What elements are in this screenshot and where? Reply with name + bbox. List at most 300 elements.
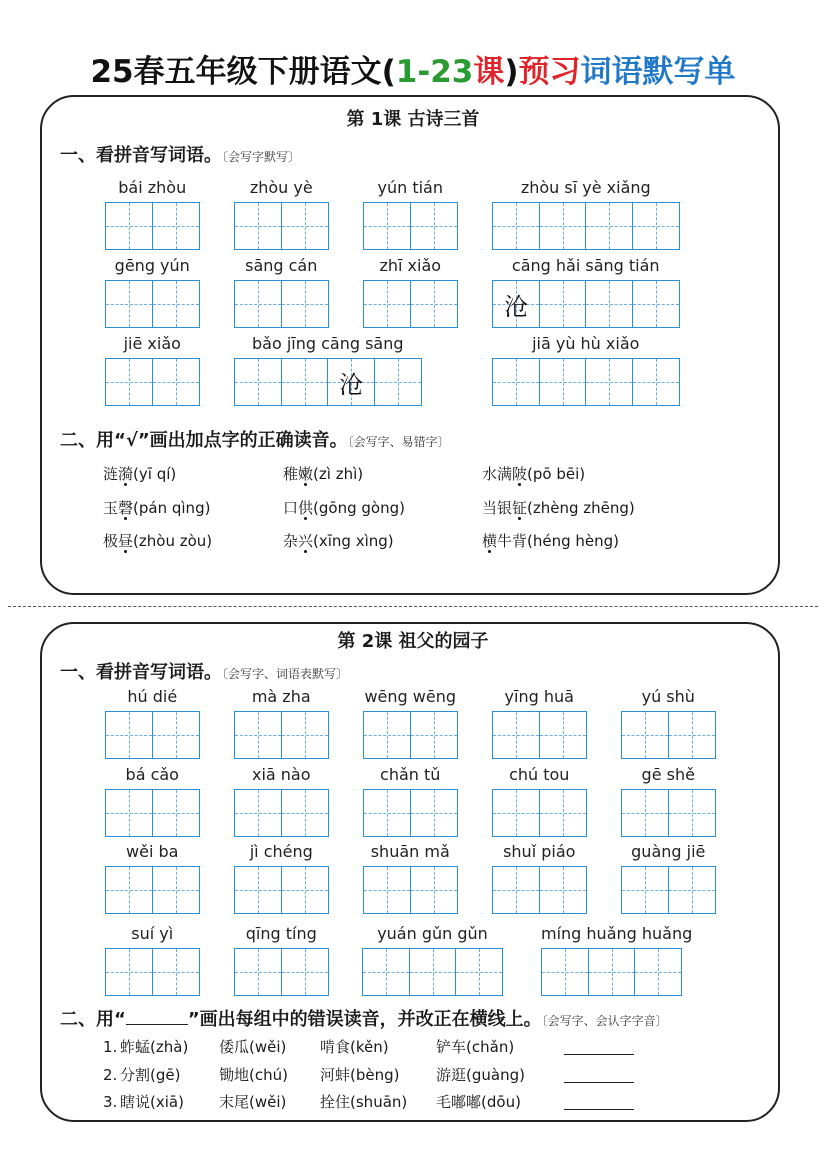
- correction-number: 1.: [103, 1038, 118, 1056]
- tianzige-cell[interactable]: [234, 866, 282, 914]
- reading-prefix: 玉: [103, 499, 119, 517]
- tianzige-cell[interactable]: [281, 202, 329, 250]
- tianzige-cell[interactable]: [152, 280, 200, 328]
- cell-char: [106, 281, 152, 327]
- tianzige-cell[interactable]: [363, 866, 411, 914]
- correction-word: 游逛: [436, 1066, 467, 1084]
- tianzige-cell[interactable]: [327, 358, 375, 406]
- answer-blank-line[interactable]: [564, 1054, 634, 1055]
- cell-char: [669, 712, 715, 758]
- tianzige-cell[interactable]: [105, 711, 153, 759]
- pinyin-label: yīng huā: [504, 687, 574, 706]
- tianzige-cell[interactable]: [234, 789, 282, 837]
- cell-char: [282, 712, 328, 758]
- cell-char: [153, 203, 199, 249]
- cell-char: [235, 203, 281, 249]
- tianzige-cell[interactable]: [105, 358, 153, 406]
- tianzige-cell[interactable]: [621, 866, 669, 914]
- tianzige-cell[interactable]: [152, 866, 200, 914]
- cell-char: [153, 359, 199, 405]
- cell-char: [411, 203, 457, 249]
- pinyin-label: míng huǎng huǎng: [541, 924, 693, 943]
- tianzige-cell[interactable]: [621, 789, 669, 837]
- tianzige-cell[interactable]: [492, 789, 540, 837]
- cell-char: [364, 712, 410, 758]
- tianzige-cell[interactable]: [585, 358, 633, 406]
- cell-char: [106, 203, 152, 249]
- lesson2-section1-title: [60, 660, 348, 687]
- reading-options[interactable]: (zhòu zòu): [133, 532, 213, 550]
- cell-char: [235, 790, 281, 836]
- word-entry: [492, 178, 680, 250]
- cell-char: [363, 949, 409, 995]
- correction-pinyin: (chú): [249, 1066, 288, 1084]
- pinyin-label: xiā nào: [251, 765, 311, 784]
- cell-char: [633, 203, 679, 249]
- tianzige-cell[interactable]: [410, 202, 458, 250]
- cell-char: 沧: [339, 370, 363, 399]
- tianzige-cell[interactable]: [585, 202, 633, 250]
- lesson1-section2-title: [60, 428, 450, 455]
- cell-char: 沧: [504, 292, 528, 321]
- correction-item[interactable]: [436, 1036, 514, 1058]
- tianzige-boxes: [362, 948, 502, 996]
- pinyin-label: jiē xiǎo: [123, 334, 181, 353]
- pinyin-label: yú shù: [641, 687, 695, 706]
- title-part-paren: ): [504, 54, 519, 90]
- cell-char: [540, 281, 586, 327]
- word-entry: [362, 924, 503, 996]
- correction-word: 分割: [120, 1066, 151, 1084]
- cell-char: [622, 790, 668, 836]
- reading-options[interactable]: (héng hèng): [527, 532, 620, 550]
- tianzige-boxes: [492, 202, 678, 250]
- cell-char: [540, 203, 586, 249]
- tianzige-cell[interactable]: [539, 711, 587, 759]
- tianzige-boxes: [363, 280, 456, 328]
- cell-char: [411, 712, 457, 758]
- lesson2-heading: 第 2课 祖父的园子: [337, 631, 489, 652]
- lesson2-section2-title: [60, 1007, 668, 1034]
- correction-word: 啃食: [320, 1038, 351, 1056]
- word-entry: [105, 842, 200, 914]
- title-part-ke: 课: [473, 54, 505, 90]
- pinyin-label: gē shě: [641, 765, 695, 784]
- tianzige-cell[interactable]: [539, 358, 587, 406]
- tianzige-cell[interactable]: [541, 948, 589, 996]
- tianzige-cell[interactable]: [539, 280, 587, 328]
- cell-char: [493, 867, 539, 913]
- reading-options[interactable]: (yī qí): [133, 465, 177, 483]
- reading-item: [482, 463, 585, 485]
- tianzige-cell[interactable]: [668, 866, 716, 914]
- tianzige-boxes: [363, 711, 456, 759]
- reading-dotted-char: 磬: [118, 499, 134, 517]
- correction-pinyin: (chǎn): [466, 1038, 515, 1056]
- tianzige-cell[interactable]: [410, 866, 458, 914]
- tianzige-cell[interactable]: [668, 789, 716, 837]
- word-entry: [363, 842, 458, 914]
- tianzige-boxes: [234, 711, 327, 759]
- word-entry: [492, 256, 680, 328]
- cell-char: [411, 867, 457, 913]
- section-label-pre: 二、用“: [60, 1009, 126, 1030]
- tianzige-cell[interactable]: [281, 280, 329, 328]
- word-entry: [492, 842, 587, 914]
- cell-char: [282, 949, 328, 995]
- correction-number: 2.: [103, 1066, 118, 1084]
- tianzige-boxes: [105, 358, 198, 406]
- pinyin-label: jì chéng: [249, 842, 313, 861]
- tianzige-boxes: [234, 280, 327, 328]
- tianzige-cell[interactable]: [632, 280, 680, 328]
- tianzige-cell[interactable]: [588, 948, 636, 996]
- section-note: 〔会写字、词语表默写〕: [222, 667, 349, 681]
- word-entry: [541, 924, 693, 996]
- answer-blank-line[interactable]: [564, 1082, 634, 1083]
- correction-word: 瞎说: [120, 1093, 151, 1111]
- reading-prefix: 涟: [103, 465, 119, 483]
- tianzige-cell[interactable]: [410, 789, 458, 837]
- word-entry: [492, 687, 587, 759]
- correction-item[interactable]: [436, 1064, 525, 1086]
- word-entry: [363, 687, 458, 759]
- correction-item[interactable]: [219, 1064, 288, 1086]
- reading-options[interactable]: (xīng xìng): [313, 532, 394, 550]
- word-entry: [234, 765, 329, 837]
- correction-pinyin: (bèng): [350, 1066, 400, 1084]
- pinyin-label: mà zha: [251, 687, 311, 706]
- reading-dotted-char: 嫩: [298, 465, 314, 483]
- cell-char: [542, 949, 588, 995]
- correction-pinyin: (zhà): [150, 1038, 189, 1056]
- cell-char: [282, 359, 328, 405]
- tianzige-cell[interactable]: [363, 711, 411, 759]
- correction-pinyin: (wěi): [249, 1093, 287, 1111]
- cell-char: [235, 867, 281, 913]
- tianzige-cell[interactable]: [234, 711, 282, 759]
- tianzige-boxes: [541, 948, 681, 996]
- divider-line: [8, 606, 818, 607]
- tianzige-cell[interactable]: [492, 202, 540, 250]
- word-entry: [492, 334, 680, 406]
- cell-char: [235, 712, 281, 758]
- tianzige-cell[interactable]: [152, 948, 200, 996]
- tianzige-boxes: [621, 711, 714, 759]
- tianzige-boxes: [105, 948, 198, 996]
- cell-char: [282, 790, 328, 836]
- pinyin-label: shuān mǎ: [370, 842, 450, 861]
- cell-char: [235, 281, 281, 327]
- reading-prefix: 口: [283, 499, 299, 517]
- reading-item: [482, 497, 635, 519]
- tianzige-boxes: [492, 789, 585, 837]
- tianzige-cell[interactable]: [363, 202, 411, 250]
- cell-char: [669, 867, 715, 913]
- cell-char: [411, 281, 457, 327]
- correction-word: 末尾: [219, 1093, 250, 1111]
- tianzige-cell[interactable]: [585, 280, 633, 328]
- tianzige-cell[interactable]: [539, 866, 587, 914]
- reading-dotted-char: 横: [482, 532, 498, 550]
- correction-item[interactable]: [120, 1064, 180, 1086]
- cell-char: [540, 359, 586, 405]
- pinyin-label: yún tián: [377, 178, 443, 197]
- cell-char: [153, 712, 199, 758]
- cell-char: [622, 712, 668, 758]
- tianzige-cell[interactable]: [281, 711, 329, 759]
- tianzige-boxes: [621, 866, 714, 914]
- cell-char: [106, 867, 152, 913]
- word-entry: [105, 334, 200, 406]
- pinyin-label: gēng yún: [114, 256, 190, 275]
- word-entry: [621, 765, 716, 837]
- section-note: 〔会写字、会认字字音〕: [541, 1014, 668, 1028]
- tianzige-cell[interactable]: [281, 358, 329, 406]
- tianzige-cell[interactable]: [234, 202, 282, 250]
- tianzige-cell[interactable]: [105, 948, 153, 996]
- cell-char: [364, 281, 410, 327]
- word-entry: [234, 924, 329, 996]
- tianzige-cell[interactable]: [152, 789, 200, 837]
- correction-item[interactable]: [219, 1091, 286, 1113]
- section-label-post: ”画出每组中的错误读音，并改正在横线上。: [187, 1009, 542, 1030]
- tianzige-cell[interactable]: [234, 358, 282, 406]
- reading-item: [103, 530, 212, 552]
- word-entry: [234, 334, 422, 406]
- tianzige-boxes: [105, 202, 198, 250]
- correction-word: 蚱蜢: [120, 1038, 151, 1056]
- tianzige-cell[interactable]: [281, 948, 329, 996]
- correction-pinyin: (dōu): [481, 1093, 521, 1111]
- cell-char: [282, 203, 328, 249]
- tianzige-cell[interactable]: [363, 789, 411, 837]
- reading-options[interactable]: (gōng gòng): [313, 499, 405, 517]
- tianzige-cell[interactable]: [281, 789, 329, 837]
- correction-pinyin: (kěn): [350, 1038, 389, 1056]
- cell-char: [153, 949, 199, 995]
- correction-item[interactable]: [436, 1091, 521, 1113]
- tianzige-cell[interactable]: [234, 280, 282, 328]
- reading-prefix: 当银: [482, 499, 513, 517]
- lesson1-section1-title: [60, 143, 300, 170]
- pinyin-label: yuán gǔn gǔn: [377, 924, 488, 943]
- correction-word: 锄地: [219, 1066, 250, 1084]
- cell-char: [589, 949, 635, 995]
- title-part-yuxi: 预习: [518, 54, 581, 90]
- cell-char: [364, 203, 410, 249]
- cell-char: [153, 790, 199, 836]
- tianzige-boxes: [234, 789, 327, 837]
- tianzige-boxes: [234, 202, 327, 250]
- tianzige-cell[interactable]: [539, 202, 587, 250]
- correction-item[interactable]: [219, 1036, 286, 1058]
- cell-char: [586, 359, 632, 405]
- pinyin-label: suí yì: [131, 924, 174, 943]
- cell-char: [493, 790, 539, 836]
- pinyin-label: chǎn tǔ: [380, 765, 441, 784]
- tianzige-cell[interactable]: [362, 948, 410, 996]
- reading-dotted-char: 供: [298, 499, 314, 517]
- word-entry: [621, 687, 716, 759]
- pinyin-label: cāng hǎi sāng tián: [511, 256, 660, 275]
- correction-pinyin: (wěi): [249, 1038, 287, 1056]
- correction-item[interactable]: [320, 1064, 400, 1086]
- cell-char: [493, 359, 539, 405]
- reading-dotted-char: 兴: [298, 532, 314, 550]
- tianzige-boxes: [492, 358, 678, 406]
- correction-item[interactable]: [320, 1091, 407, 1113]
- correction-number: 3.: [103, 1093, 118, 1111]
- tianzige-cell[interactable]: [634, 948, 682, 996]
- cell-char: [375, 359, 421, 405]
- cell-char: [540, 867, 586, 913]
- tianzige-cell[interactable]: [105, 866, 153, 914]
- tianzige-cell[interactable]: [632, 202, 680, 250]
- section-note: 〔会写字默写〕: [222, 150, 301, 164]
- tianzige-cell[interactable]: [152, 358, 200, 406]
- tianzige-cell[interactable]: [374, 358, 422, 406]
- cell-char: [633, 359, 679, 405]
- reading-options[interactable]: (zhèng zhēng): [527, 499, 635, 517]
- cell-char: [635, 949, 681, 995]
- tianzige-cell[interactable]: [668, 711, 716, 759]
- reading-prefix: 水满: [482, 465, 513, 483]
- tianzige-cell[interactable]: [152, 711, 200, 759]
- word-entry: [234, 256, 329, 328]
- section-label: 一、看拼音写词语。: [60, 145, 222, 166]
- pinyin-label: bǎo jīng cāng sāng: [251, 334, 404, 353]
- section-label: 一、看拼音写词语。: [60, 662, 222, 683]
- title-part-moxiedan: 词语默写单: [580, 54, 736, 90]
- reading-options[interactable]: (zì zhì): [313, 465, 364, 483]
- reading-dotted-char: 昼: [118, 532, 134, 550]
- pinyin-label: wěi ba: [126, 842, 179, 861]
- tianzige-cell[interactable]: [105, 280, 153, 328]
- cell-char: [493, 203, 539, 249]
- word-entry: [105, 924, 200, 996]
- tianzige-cell[interactable]: [105, 789, 153, 837]
- cell-char: [586, 203, 632, 249]
- title-part-1: 25春五年级下册语文(: [90, 54, 396, 90]
- section-label: 二、用“√”画出加点字的正确读音。: [60, 430, 348, 451]
- cell-char: [106, 790, 152, 836]
- correction-word: 河蚌: [320, 1066, 351, 1084]
- pinyin-label: bá cǎo: [125, 765, 179, 784]
- tianzige-cell[interactable]: [152, 202, 200, 250]
- answer-blank-line[interactable]: [564, 1109, 634, 1110]
- section-note: 〔会写字、易错字〕: [347, 435, 450, 449]
- tianzige-cell[interactable]: [105, 202, 153, 250]
- tianzige-boxes: [363, 789, 456, 837]
- tianzige-cell[interactable]: [410, 280, 458, 328]
- tianzige-cell[interactable]: [409, 948, 457, 996]
- cell-char: [235, 359, 281, 405]
- reading-dotted-char: 钲: [512, 499, 528, 517]
- tianzige-boxes: [234, 948, 327, 996]
- tianzige-boxes: [492, 711, 585, 759]
- correction-item[interactable]: [120, 1091, 184, 1113]
- reading-item: [283, 530, 394, 552]
- correction-item[interactable]: [120, 1036, 188, 1058]
- pinyin-label: zhòu sī yè xiǎng: [520, 178, 651, 197]
- cell-char: [364, 790, 410, 836]
- word-entry: [621, 842, 716, 914]
- tianzige-cell[interactable]: [281, 866, 329, 914]
- underline-sample: [126, 1008, 188, 1025]
- tianzige-cell[interactable]: [492, 358, 540, 406]
- correction-pinyin: (guàng): [466, 1066, 525, 1084]
- cell-char: [669, 790, 715, 836]
- tianzige-cell[interactable]: [234, 948, 282, 996]
- word-entry: [105, 178, 200, 250]
- correction-pinyin: (gē): [150, 1066, 181, 1084]
- tianzige-cell[interactable]: [363, 280, 411, 328]
- reading-options[interactable]: (pō bēi): [527, 465, 586, 483]
- tianzige-boxes: [621, 789, 714, 837]
- word-entry: [234, 178, 329, 250]
- cell-char: [106, 949, 152, 995]
- tianzige-cell[interactable]: [492, 866, 540, 914]
- word-entry: [363, 256, 458, 328]
- word-entry: [363, 178, 458, 250]
- reading-item: [482, 530, 619, 552]
- correction-item[interactable]: [320, 1036, 389, 1058]
- cell-char: [282, 867, 328, 913]
- tianzige-boxes: [363, 866, 456, 914]
- tianzige-cell[interactable]: [492, 280, 540, 328]
- reading-prefix: 杂: [283, 532, 299, 550]
- correction-pinyin: (xiā): [150, 1093, 184, 1111]
- word-entry: [105, 687, 200, 759]
- reading-dotted-char: 漪: [118, 465, 134, 483]
- word-entry: [105, 765, 200, 837]
- reading-item: [103, 463, 176, 485]
- tianzige-boxes: [105, 711, 198, 759]
- tianzige-boxes: [234, 866, 327, 914]
- word-entry: [105, 256, 200, 328]
- cell-char: [282, 281, 328, 327]
- reading-dotted-char: 陂: [512, 465, 528, 483]
- tianzige-cell[interactable]: [492, 711, 540, 759]
- cell-char: [540, 712, 586, 758]
- word-entry: [492, 765, 587, 837]
- reading-options[interactable]: (pán qìng): [133, 499, 211, 517]
- correction-word: 铲车: [436, 1038, 467, 1056]
- tianzige-boxes: [105, 280, 198, 328]
- tianzige-cell[interactable]: [539, 789, 587, 837]
- title-part-range: 1-23: [395, 54, 474, 90]
- tianzige-cell[interactable]: [410, 711, 458, 759]
- reading-item: [103, 497, 210, 519]
- tianzige-cell[interactable]: [455, 948, 503, 996]
- tianzige-cell[interactable]: [621, 711, 669, 759]
- tianzige-boxes: [363, 202, 456, 250]
- cell-char: [153, 867, 199, 913]
- word-entry: [234, 842, 329, 914]
- reading-item: [283, 463, 363, 485]
- pinyin-label: qīng tíng: [245, 924, 317, 943]
- tianzige-cell[interactable]: [632, 358, 680, 406]
- cell-char: [235, 949, 281, 995]
- reading-prefix: 极: [103, 532, 119, 550]
- tianzige-boxes: [492, 280, 678, 328]
- cell-char: [633, 281, 679, 327]
- pinyin-label: chú tou: [509, 765, 570, 784]
- tianzige-boxes: [105, 789, 198, 837]
- lesson1-heading: 第 1课 古诗三首: [346, 109, 480, 130]
- pinyin-label: zhī xiǎo: [379, 256, 442, 275]
